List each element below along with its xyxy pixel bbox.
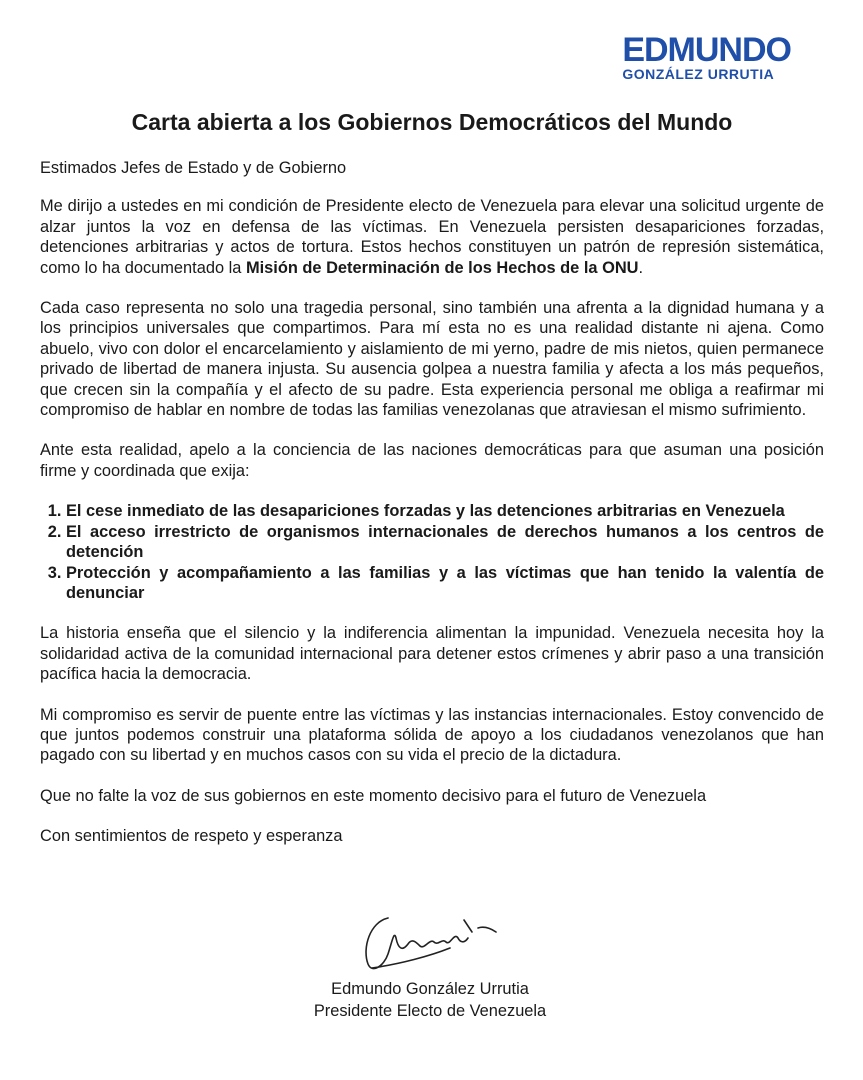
signature-block [300, 908, 560, 1022]
list-item: 2. El acceso irrestricto de organismos internacionales de derechos humanos a los centros de detención [66, 522, 824, 563]
paragraph-1-bold: Misión de Determinación de los Hechos de la ONU [245, 258, 639, 277]
paragraph-1-text: Me dirijo a ustedes en mi condición de Presidente electo de Venezuela para elevar una solicitud urgente de alzar juntos la voz en defensa de las víctimas. En Venezuela persisten desapariciones forzadas, detenciones arbitrarias y actos de tortura. Estos hechos constituyen un patrón de represión sistemática, como lo ha documentado la [40, 197, 824, 277]
paragraph-6: Que no falte la voz de sus gobiernos en este momento decisivo para el futuro de Venezuela [40, 786, 707, 805]
signature-icon [350, 908, 510, 978]
list-item: 3. Protección y acompañamiento a las familias y a las víctimas que han tenido la valentía de denunciar [66, 563, 824, 604]
page-title: Carta abierta a los Gobiernos Democráticos del Mundo [131, 109, 733, 135]
paragraph-1-end: . [638, 258, 644, 277]
letter-body [40, 108, 824, 867]
paragraph-1 [40, 196, 824, 278]
logo-name: EDMUNDO [622, 31, 791, 69]
logo-surname: GONZÁLEZ URRUTIA [622, 66, 775, 82]
signer-title: Presidente Electo de Venezuela [313, 1002, 547, 1020]
logo [622, 31, 791, 82]
paragraph-5: Mi compromiso es servir de puente entre las víctimas y las instancias internacionales. Estoy convencido de que juntos podemos construir una plataforma sólida de apoyo a los ciudadanos venezolanos que han pagado con su libertad y en muchos casos con su vida el precio de la dictadura. [40, 705, 824, 765]
demands-list [40, 501, 824, 603]
signer-name: Edmundo González Urrutia [331, 980, 529, 998]
paragraph-2: Cada caso representa no solo una tragedia personal, sino también una afrenta a la dignidad humana y a los principios universales que compartimos. Para mí esta no es una realidad distante ni ajena. Como abuelo, vivo con dolor el encarcelamiento y aislamiento de mi yerno, padre de mis nietos, quien permanece privado de libertad de manera injusta. Su ausencia golpea a nuestra familia y afecta a los más pequeños, que crecen sin la compañía y el afecto de su padre. Esta experiencia personal me obliga a reafirmar mi compromiso de hablar en nombre de todas las familias venezolanas que atraviesan el mismo sufrimiento. [40, 299, 824, 420]
closing: Con sentimientos de respeto y esperanza [40, 827, 343, 846]
paragraph-3: Ante esta realidad, apelo a la conciencia de las naciones democráticas para que asuman una posición firme y coordinada que exija: [40, 441, 824, 480]
greeting: Estimados Jefes de Estado y de Gobierno [40, 159, 347, 177]
list-item: 1. El cese inmediato de las desapariciones forzadas y las detenciones arbitrarias en Venezuela [66, 501, 824, 521]
paragraph-4: La historia enseña que el silencio y la indiferencia alimentan la impunidad. Venezuela necesita hoy la solidaridad activa de la comunidad internacional para detener estos crímenes y abrir paso a una transición pacífica hacia la democracia. [40, 624, 824, 684]
